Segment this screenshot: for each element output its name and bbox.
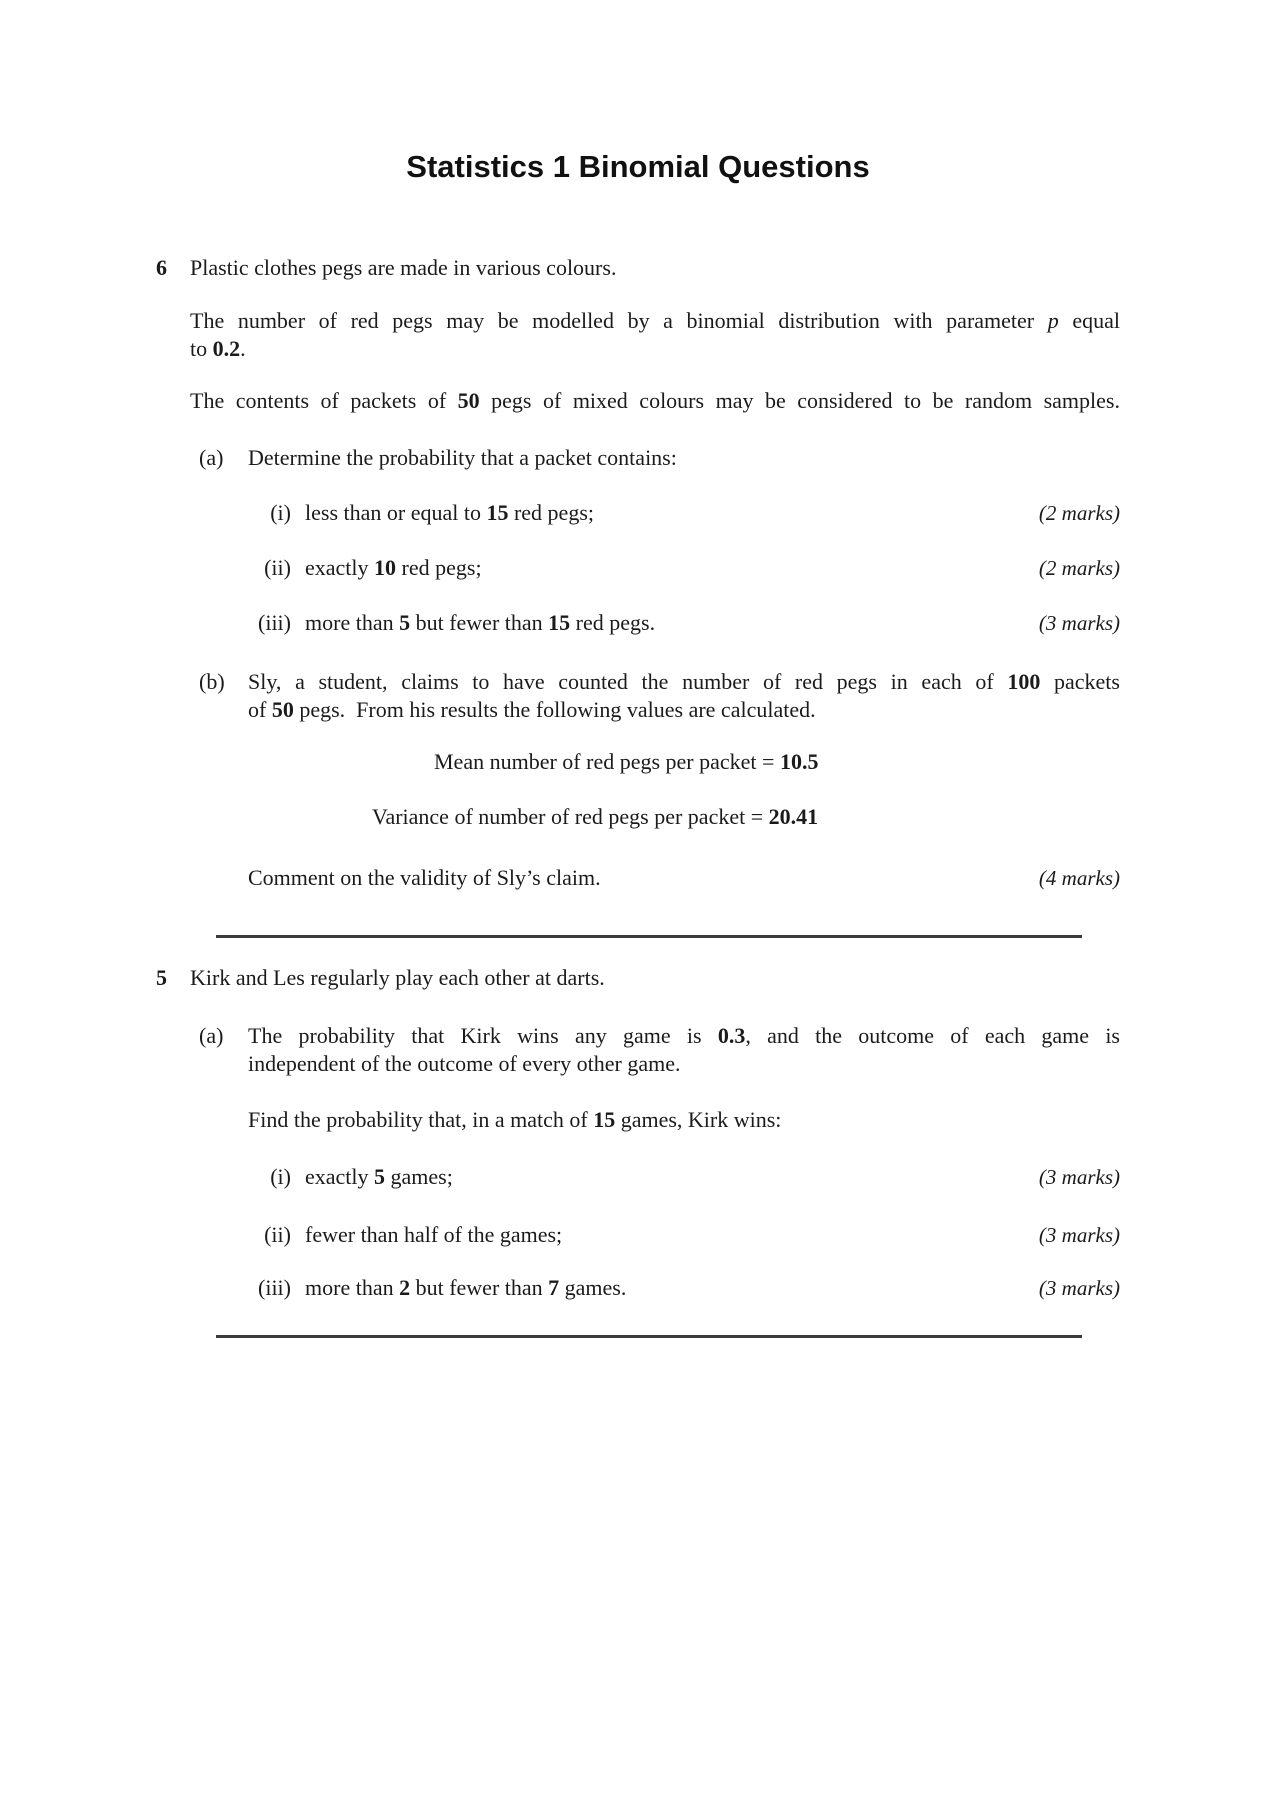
question-6-part-b (156, 668, 1120, 724)
item-i-text: exactly 5 games; (305, 1164, 453, 1189)
paragraph-line: to 0.2. (190, 336, 246, 361)
item-i-marks: (2 marks) (1038, 501, 1120, 525)
item-ii-marks: (3 marks) (1038, 1223, 1120, 1247)
item-iii-text: more than 2 but fewer than 7 games. (305, 1275, 627, 1300)
question-5-find-row (156, 1106, 1120, 1134)
question-5-item-ii (156, 1221, 1120, 1249)
paragraph-1-lines (190, 307, 1120, 363)
part-b-text (248, 668, 1120, 724)
question-divider-rule (216, 1335, 1082, 1338)
paragraph-2-lines (190, 387, 1120, 415)
question-5-number: 5 (156, 965, 167, 990)
question-6-comment-row (156, 864, 1120, 892)
paragraph-line: Sly, a student, claims to have counted the number of red pegs in each of 100 packets (248, 669, 1120, 694)
paragraph-line: The probability that Kirk wins any game is 0.3, and the outcome of each game is (248, 1023, 1120, 1048)
item-iii-label: (iii) (258, 1275, 291, 1300)
item-i-label: (i) (270, 1164, 291, 1189)
page-title: Statistics 1 Binomial Questions (406, 149, 870, 184)
paragraph-line: The number of red pegs may be modelled by a binomial distribution with parameter p equal (190, 308, 1120, 333)
question-5-item-iii (156, 1274, 1120, 1302)
item-ii-label: (ii) (264, 555, 291, 580)
paragraph-line: independent of the outcome of every other game. (248, 1051, 681, 1076)
question-6-paragraph-2 (156, 387, 1120, 415)
part-a-label: (a) (199, 445, 224, 470)
item-iii-label: (iii) (258, 610, 291, 635)
item-ii-label: (ii) (264, 1222, 291, 1247)
comment-text: Comment on the validity of Sly’s claim. (248, 865, 601, 890)
item-iii-marks: (3 marks) (1038, 1276, 1120, 1300)
question-5-item-i (156, 1163, 1120, 1191)
indent-spacer (156, 387, 190, 415)
part-b-label: (b) (199, 669, 225, 694)
question-divider-rule (216, 935, 1082, 938)
comment-marks: (4 marks) (1038, 866, 1120, 890)
find-text: Find the probability that, in a match of 15 games, Kirk wins: (248, 1107, 782, 1132)
question-5-intro-text: Kirk and Les regularly play each other at darts. (190, 965, 605, 990)
question-6-item-ii (156, 554, 1120, 582)
part-a-label: (a) (199, 1023, 224, 1048)
item-ii-marks: (2 marks) (1038, 556, 1120, 580)
question-6-item-i (156, 499, 1120, 527)
part-a-text: Determine the probability that a packet contains: (248, 445, 677, 470)
question-6 (156, 254, 1120, 892)
question-5 (156, 964, 1120, 1302)
mean-equation: Mean number of red pegs per packet = 10.5 (434, 749, 819, 774)
paragraph-line: The contents of packets of 50 pegs of mixed colours may be considered to be random samples. (190, 388, 1120, 413)
item-i-text: less than or equal to 15 red pegs; (305, 500, 594, 525)
question-6-part-a (156, 444, 1120, 472)
item-ii-text: exactly 10 red pegs; (305, 555, 482, 580)
question-5-intro-row (156, 964, 1120, 992)
part-a-text (248, 1022, 1120, 1078)
item-iii-marks: (3 marks) (1038, 611, 1120, 635)
question-6-number: 6 (156, 255, 167, 280)
paragraph-line: of 50 pegs. From his results the following values are calculated. (248, 697, 816, 722)
item-i-label: (i) (270, 500, 291, 525)
item-ii-text: fewer than half of the games; (305, 1222, 563, 1247)
item-iii-text: more than 5 but fewer than 15 red pegs. (305, 610, 656, 635)
question-6-intro-text: Plastic clothes pegs are made in various colours. (190, 255, 617, 280)
item-i-marks: (3 marks) (1038, 1165, 1120, 1189)
question-6-paragraph-1 (156, 307, 1120, 363)
question-6-item-iii (156, 609, 1120, 637)
variance-equation: Variance of number of red pegs per packet = 20.41 (372, 804, 819, 829)
document-page (156, 0, 1120, 1338)
question-6-intro-row (156, 254, 1120, 282)
indent-spacer (156, 307, 190, 363)
question-5-part-a (156, 1022, 1120, 1078)
